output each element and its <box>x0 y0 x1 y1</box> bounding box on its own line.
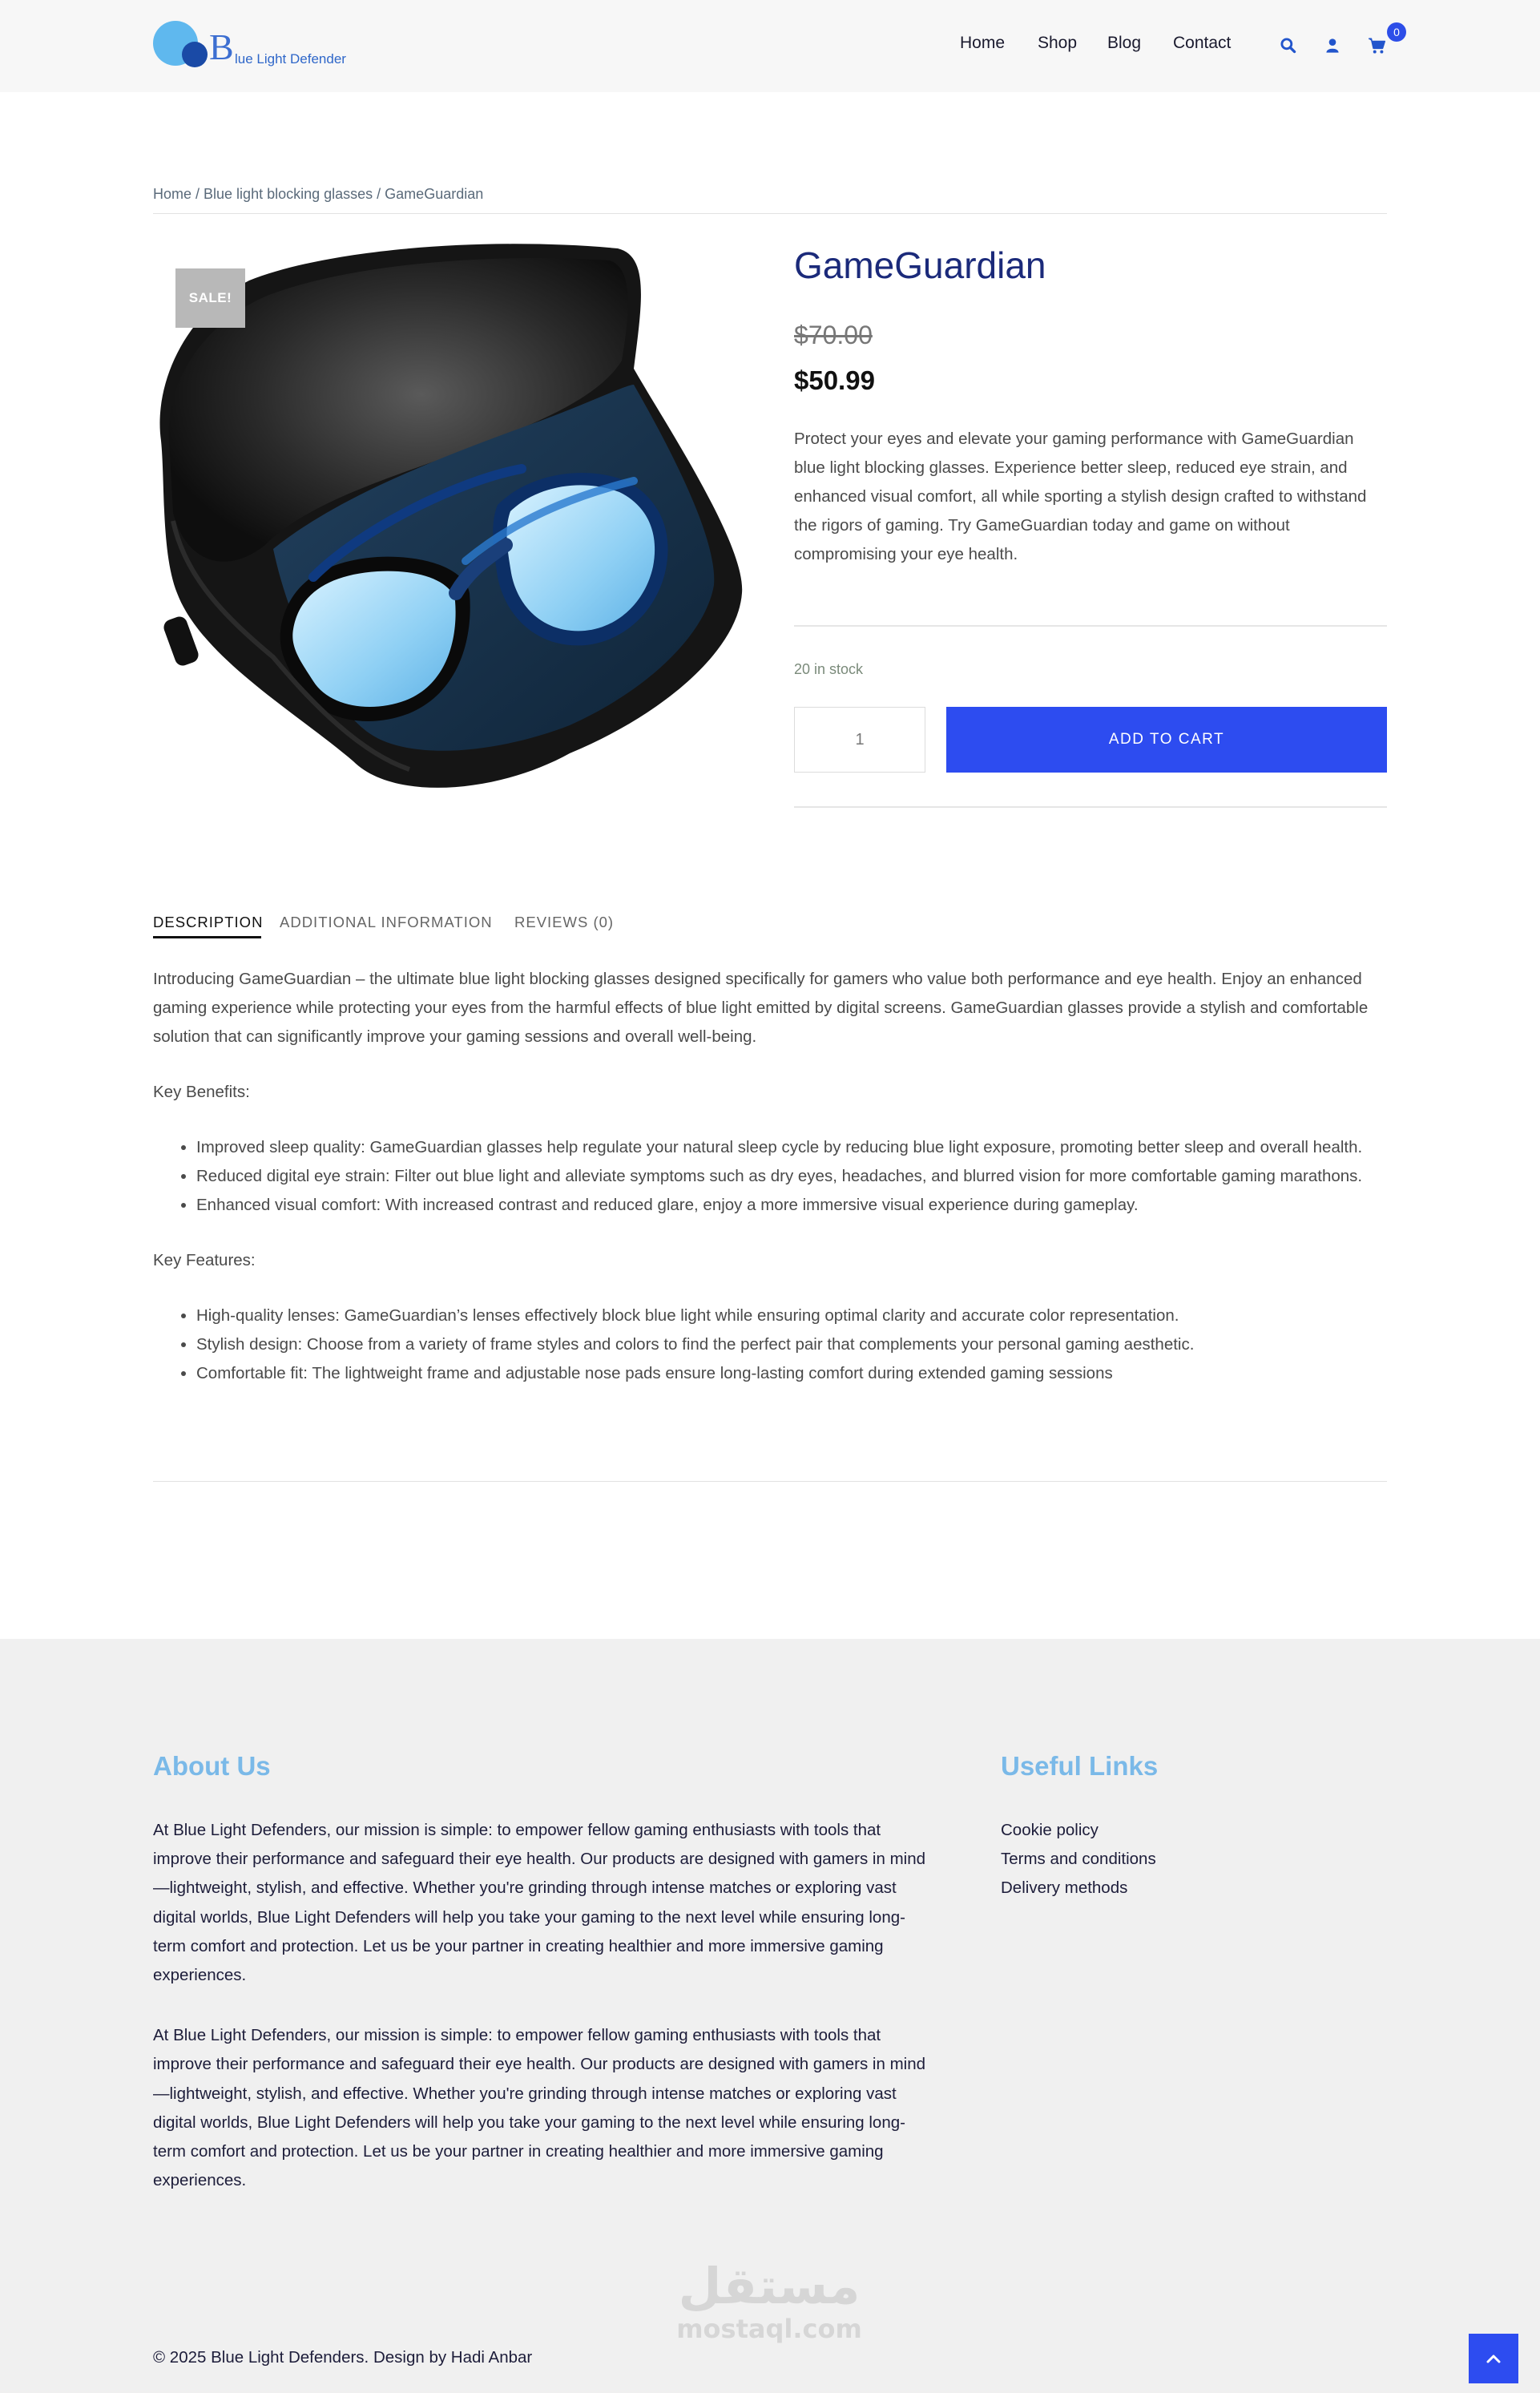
list-item: • Comfortable fit: The lightweight frame and adjustable nose pads ensure long-lasting comfort during extended gaming sessions <box>196 1359 1387 1388</box>
summary-divider <box>794 625 1387 627</box>
product-description <box>153 965 1387 1414</box>
add-to-cart-button[interactable]: ADD TO CART <box>946 707 1387 773</box>
logo-text: lue Light Defender <box>235 51 346 67</box>
list-item: • Reduced digital eye strain: Filter out blue light and alleviate symptoms such as dry eyes, headaches, and blurred vision for more comfortable gaming marathons. <box>196 1162 1387 1191</box>
breadcrumb-home[interactable]: Home <box>153 186 192 202</box>
benefits-list <box>196 1133 1387 1220</box>
about-heading: About Us <box>153 1751 271 1781</box>
active-tab-indicator <box>153 936 261 938</box>
sale-price: $50.99 <box>794 365 875 395</box>
site-logo[interactable] <box>153 19 361 71</box>
summary-divider <box>794 806 1387 808</box>
nav-shop[interactable]: Shop <box>1038 34 1078 52</box>
logo-letter: B <box>209 26 234 67</box>
tab-reviews[interactable]: REVIEWS (0) <box>514 914 615 930</box>
breadcrumb-separator: / <box>373 186 385 202</box>
list-item: • Improved sleep quality: GameGuardian glasses help regulate your natural sleep cycle by reducing blue light exposure, promoting better sleep and overall health. <box>196 1133 1387 1162</box>
breadcrumb-category[interactable]: Blue light blocking glasses <box>204 186 373 202</box>
product-title: GameGuardian <box>794 244 1046 286</box>
mostaql-watermark <box>673 2258 865 2347</box>
watermark-arabic: مستقل <box>678 2257 861 2315</box>
list-item: • High-quality lenses: GameGuardian’s lenses effectively block blue light while ensuring optimal clarity and accurate color representation. <box>196 1301 1387 1330</box>
link-terms-and-conditions[interactable]: Terms and conditions <box>1001 1850 1156 1869</box>
scroll-to-top-button[interactable] <box>1469 2334 1518 2383</box>
list-item: • Enhanced visual comfort: With increased contrast and reduced glare, enjoy a more immersive visual experience during gameplay. <box>196 1191 1387 1220</box>
product-short-description: Protect your eyes and elevate your gaming performance with GameGuardian blue light blocking glasses. Experience better sleep, reduced eye strain, and enhanced visual comfort, all while sporting a stylish design crafted to withstand the rigors of gaming. Try GameGuardian today and game on without compromising your eye health. <box>794 430 1367 563</box>
benefits-heading: Key Benefits: <box>153 1083 250 1101</box>
about-text <box>153 1816 930 2226</box>
tab-additional-information[interactable]: ADDITIONAL INFORMATION <box>280 914 493 930</box>
features-list <box>196 1301 1387 1388</box>
chevron-up-icon <box>1469 2334 1518 2383</box>
description-intro: Introducing GameGuardian – the ultimate blue light blocking glasses designed specifically for gamers who value both performance and eye health. Enjoy an enhanced gaming experience while protecting your eyes from the harmful effects of blue light emitted by digital screens. GameGuardian glasses provide a stylish and comfortable solution that can significantly improve your gaming sessions and overall well-being. <box>153 970 1369 1046</box>
breadcrumb-current: GameGuardian <box>385 186 484 202</box>
list-item: • Stylish design: Choose from a variety of frame styles and colors to find the perfect pair that complements your personal gaming aesthetic. <box>196 1330 1387 1359</box>
breadcrumb-separator: / <box>191 186 204 202</box>
cart-icon[interactable] <box>1367 35 1388 56</box>
breadcrumb-divider <box>153 213 1387 214</box>
site-header <box>0 0 1540 92</box>
sale-badge: SALE! <box>175 268 245 328</box>
useful-links <box>1001 1816 1156 1903</box>
link-cookie-policy[interactable]: Cookie policy <box>1001 1821 1099 1839</box>
description-divider <box>153 1481 1387 1482</box>
tab-description[interactable]: DESCRIPTION <box>153 914 264 930</box>
logo-circle-dark <box>182 42 208 67</box>
nav-home[interactable]: Home <box>960 34 1006 52</box>
about-paragraph: At Blue Light Defenders, our mission is simple: to empower fellow gaming enthusiasts with tools that improve their performance and safeguard their eye health. Our products are designed with gamers in mind—lightweight, stylish, and effective. Whether you're grinding through intense matches or exploring vast digital worlds, Blue Light Defenders will help you take your gaming to the next level while ensuring long-term comfort and protection. Let us be your partner in creating healthier and more immersive gaming experiences. <box>153 2026 926 2190</box>
nav-blog[interactable]: Blog <box>1107 34 1142 52</box>
cart-count-badge: 0 <box>1387 22 1406 42</box>
breadcrumb <box>153 186 483 203</box>
user-icon[interactable] <box>1322 35 1343 56</box>
watermark-latin: mostaql.com <box>676 2314 862 2344</box>
features-heading: Key Features: <box>153 1251 256 1269</box>
copyright: © 2025 Blue Light Defenders. Design by Hadi Anbar <box>153 2348 533 2367</box>
link-delivery-methods[interactable]: Delivery methods <box>1001 1878 1128 1898</box>
quantity-input[interactable]: 1 <box>794 707 925 773</box>
nav-contact[interactable]: Contact <box>1173 34 1232 52</box>
stock-status: 20 in stock <box>794 661 864 677</box>
useful-links-heading: Useful Links <box>1001 1751 1159 1781</box>
search-icon[interactable] <box>1278 35 1299 56</box>
old-price: $70.00 <box>794 321 873 349</box>
about-paragraph: At Blue Light Defenders, our mission is simple: to empower fellow gaming enthusiasts with tools that improve their performance and safeguard their eye health. Our products are designed with gamers in mind—lightweight, stylish, and effective. Whether you're grinding through intense matches or exploring vast digital worlds, Blue Light Defenders will help you take your gaming to the next level while ensuring long-term comfort and protection. Let us be your partner in creating healthier and more immersive gaming experiences. <box>153 1821 926 1985</box>
